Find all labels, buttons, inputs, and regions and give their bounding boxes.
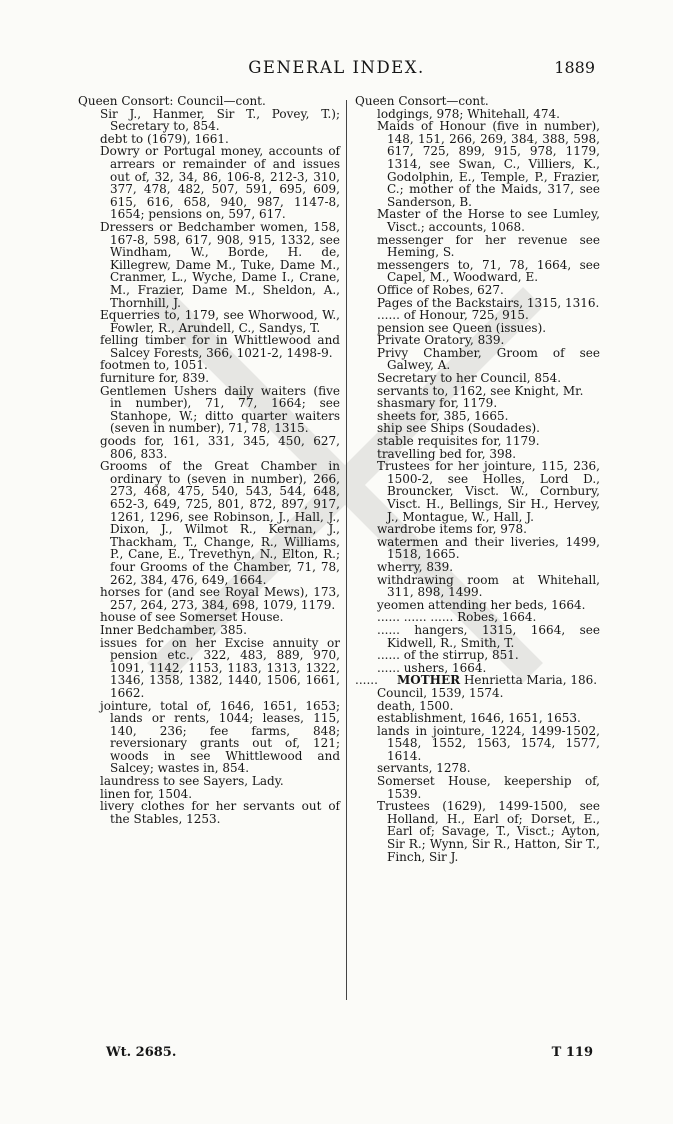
index-entry: felling timber for in Whittlewood and Salcey Forests, 366, 1021-2, 1498-9. bbox=[100, 333, 340, 360]
index-entry: servants, 1278. bbox=[377, 761, 471, 776]
index-entry: travelling bed for, 398. bbox=[377, 446, 517, 461]
index-entry: Office of Robes, 627. bbox=[377, 282, 504, 297]
mother-entry-list bbox=[355, 687, 600, 863]
index-entry: sheets for, 385, 1665. bbox=[377, 408, 509, 423]
index-entry: ship see Ships (Soudades). bbox=[377, 421, 540, 436]
index-entry: Gentlemen Ushers daily waiters (five in number), 71, 77, 1664; see Stanhope, W.; ditto quarter waiters (seven in number), 71, 78, 1315. bbox=[100, 383, 340, 436]
sub-head-bold: MOTHER bbox=[397, 673, 461, 688]
right-column bbox=[355, 95, 600, 863]
page-title: GENERAL INDEX. bbox=[248, 58, 425, 77]
right-entry-list bbox=[355, 108, 600, 675]
index-entry: lodgings, 978; Whitehall, 474. bbox=[377, 106, 560, 121]
index-entry: ...... of the stirrup, 851. bbox=[377, 648, 519, 663]
index-entry: shasmary for, 1179. bbox=[377, 396, 498, 411]
page-header bbox=[0, 58, 673, 82]
left-heading: Queen Consort: Council—cont. bbox=[78, 94, 266, 108]
index-entry: Grooms of the Great Chamber in ordinary to (seven in number), 266, 273, 468, 475, 540, 543, 544, 648, 652-3, 649, 725, 801, 872, 897, 917, 1261, 1296, see Robinson, J., Hall, J., Dixon, J., Wilmot R., Kernan, J., Thackham, T., Change, R., Williams, P., Cane, E., Trevethyn, N., Elton, R.; four Grooms of the Chamber, 71, 78, 262, 384, 476, 649, 1664. bbox=[100, 459, 340, 587]
index-entry: debt to (1679), 1661. bbox=[100, 131, 229, 146]
index-entry: Equerries to, 1179, see Whorwood, W., Fowler, R., Arundell, C., Sandys, T. bbox=[100, 308, 340, 335]
index-entry: horses for (and see Royal Mews), 173, 257, 264, 273, 384, 698, 1079, 1179. bbox=[100, 585, 340, 612]
index-entry: goods for, 161, 331, 345, 450, 627, 806, 833. bbox=[100, 434, 340, 461]
index-entry: servants to, 1162, see Knight, Mr. bbox=[377, 383, 584, 398]
sub-head-rest: Henrietta Maria, 186. bbox=[463, 673, 598, 688]
index-entry: yeomen attending her beds, 1664. bbox=[377, 597, 586, 612]
index-entry: Pages of the Backstairs, 1315, 1316. bbox=[377, 295, 600, 310]
index-entry: furniture for, 839. bbox=[100, 371, 210, 386]
index-entry: messengers to, 71, 78, 1664, see Capel, M., Woodward, E. bbox=[377, 257, 600, 285]
index-entry: withdrawing room at Whitehall, 311, 898, 1499. bbox=[377, 572, 600, 600]
index-entry: pension see Queen (issues). bbox=[377, 320, 547, 335]
footer-print-mark: Wt. 2685. bbox=[106, 1045, 177, 1060]
index-entry: stable requisites for, 1179. bbox=[377, 434, 540, 449]
index-entry: ...... hangers, 1315, 1664, see Kidwell, R., Smith, T. bbox=[377, 622, 600, 650]
index-entry: Trustees (1629), 1499-1500, see Holland, H., Earl of; Dorset, E., Earl of; Savage, T., Visct.; Ayton, Sir R.; Wynn, Sir R., Hatton, Sir T., Finch, Sir J. bbox=[377, 799, 600, 864]
index-entry: Private Oratory, 839. bbox=[377, 333, 505, 348]
index-entry: wherry, 839. bbox=[377, 559, 454, 574]
index-entry: Dowry or Portugal money, accounts of arrears or remainder of and issues out of, 32, 34, 86, 106-8, 212-3, 310, 377, 478, 482, 507, 591, 695, 609, 615, 616, 658, 940, 987, 1147-8, 1654; pensions on, 597, 617. bbox=[100, 144, 340, 222]
index-entry: Trustees for her jointure, 115, 236, 1500-2, see Holles, Lord D., Brouncker, Visct. W., Cornbury, Visct. H., Bellings, Sir H., Hervey, J., Montague, W., Hall, J. bbox=[377, 459, 600, 524]
index-entry: ...... of Honour, 725, 915. bbox=[377, 308, 529, 323]
index-entry: jointure, total of, 1646, 1651, 1653; lands or rents, 1044; leases, 115, 140, 236; fee farms, 848; reversionary grants out of, 121; woods in see Whittlewood and Salcey; wastes in, 854. bbox=[100, 698, 340, 776]
index-entry: death, 1500. bbox=[377, 698, 454, 713]
index-entry: linen for, 1504. bbox=[100, 786, 193, 801]
index-entry: footmen to, 1051. bbox=[100, 358, 208, 373]
index-entry: Inner Bedchamber, 385. bbox=[100, 622, 247, 637]
index-entry: establishment, 1646, 1651, 1653. bbox=[377, 711, 581, 726]
index-entry: messenger for her revenue see Heming, S. bbox=[377, 232, 600, 260]
index-entry: Somerset House, keepership of, 1539. bbox=[377, 774, 600, 801]
index-entry: Privy Chamber, Groom of see Galwey, A. bbox=[377, 345, 600, 373]
sub-lead-dots: ...... bbox=[355, 673, 378, 688]
index-entry: laundress to see Sayers, Lady. bbox=[100, 774, 284, 789]
right-heading: Queen Consort—cont. bbox=[355, 94, 489, 108]
column-divider bbox=[346, 100, 347, 1000]
index-entry: issues for on her Excise annuity or pension etc., 322, 483, 889, 970, 1091, 1142, 1153, 1183, 1313, 1322, 1346, 1358, 1382, 1440, 1506, 1661, 1662. bbox=[100, 635, 340, 700]
footer-signature: T 119 bbox=[551, 1045, 593, 1060]
index-entry: Sir J., Hanmer, Sir T., Povey, T.); Secretary to, 854. bbox=[100, 106, 340, 134]
index-entry: Secretary to her Council, 854. bbox=[377, 371, 562, 386]
index-entry: ...... ...... ...... Robes, 1664. bbox=[377, 610, 537, 625]
page-number: 1889 bbox=[554, 58, 595, 77]
index-entry: Maids of Honour (five in number), 148, 151, 266, 269, 384, 388, 598, 617, 725, 899, 915, 978, 1179, 1314, see Swan, C., Villiers, K., Godolphin, E., Temple, P., Frazier, C.; mother of the Maids, 317, see Sanderson, B. bbox=[377, 119, 600, 209]
index-entry: lands in jointure, 1224, 1499-1502, 1548, 1552, 1563, 1574, 1577, 1614. bbox=[377, 723, 600, 763]
index-entry: Council, 1539, 1574. bbox=[377, 685, 504, 700]
index-entry: livery clothes for her servants out of the Stables, 1253. bbox=[100, 799, 340, 826]
left-entry-list bbox=[78, 108, 340, 826]
index-entry: Master of the Horse to see Lumley, Visct.; accounts, 1068. bbox=[377, 207, 600, 234]
index-entry: watermen and their liveries, 1499, 1518, 1665. bbox=[377, 534, 600, 562]
index-entry: house of see Somerset House. bbox=[100, 610, 284, 625]
left-column bbox=[78, 95, 340, 825]
index-entry: wardrobe items for, 978. bbox=[377, 522, 527, 537]
index-entry: Dressers or Bedchamber women, 158, 167-8, 598, 617, 908, 915, 1332, see Windham, W., Borde, H. de, Killegrew, Dame M., Tuke, Dame M., Cranmer, L., Wyche, Dame I., Crane, M., Frazier, Dame M., Sheldon, A., Thornhill, J. bbox=[100, 219, 340, 310]
index-entry: ...... ushers, 1664. bbox=[377, 660, 487, 675]
